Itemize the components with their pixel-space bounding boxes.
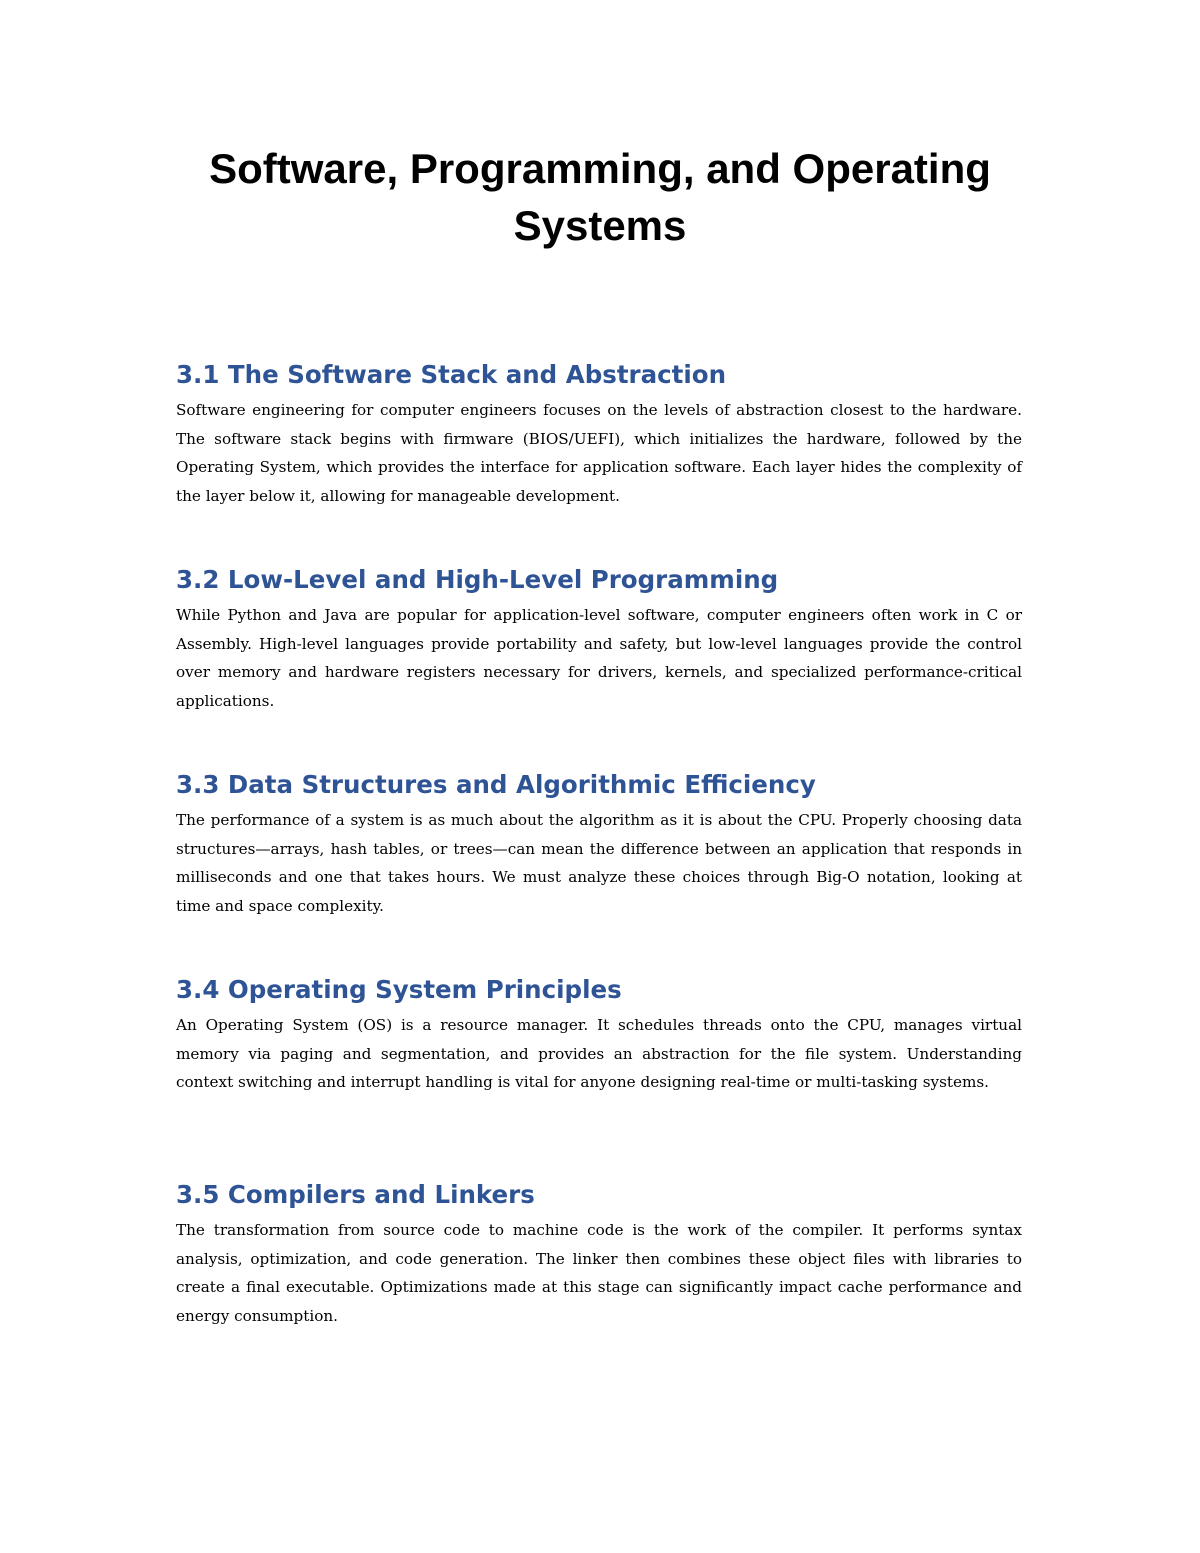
section-paragraph: While Python and Java are popular for application-level software, computer engineers often work in C or Assembly. High-level languages provide portability and safety, but low-level languages provide the control over memory and hardware registers necessary for drivers, kernels, and specialized performance-critical applications. — [176, 606, 1022, 710]
section-data-structures — [176, 770, 1022, 920]
section-paragraph: Software engineering for computer engineers focuses on the levels of abstraction closest to the hardware. The software stack begins with firmware (BIOS/UEFI), which initializes the hardware, followed by the Operating System, which provides the interface for application software. Each layer hides the complexity of the layer below it, allowing for manageable development. — [176, 401, 1022, 505]
section-programming-levels — [176, 565, 1022, 715]
section-heading: 3.3 Data Structures and Algorithmic Efficiency — [176, 770, 816, 799]
section-compilers-linkers — [176, 1180, 1022, 1330]
section-software-stack — [176, 360, 1022, 510]
section-heading: 3.4 Operating System Principles — [176, 975, 622, 1004]
section-heading: 3.5 Compilers and Linkers — [176, 1180, 535, 1209]
section-heading: 3.1 The Software Stack and Abstraction — [176, 360, 727, 389]
section-os-principles — [176, 975, 1022, 1097]
section-paragraph: An Operating System (OS) is a resource manager. It schedules threads onto the CPU, manages virtual memory via paging and segmentation, and provides an abstraction for the file system. Understanding context switching and interrupt handling is vital for anyone designing real-time or multi-tasking systems. — [176, 1016, 1022, 1092]
section-paragraph: The performance of a system is as much about the algorithm as it is about the CPU. Properly choosing data structures—arrays, hash tables, or trees—can mean the difference between an application that responds in milliseconds and one that takes hours. We must analyze these choices through Big-O notation, looking at time and space complexity. — [176, 811, 1022, 915]
section-heading: 3.2 Low-Level and High-Level Programming — [176, 565, 779, 594]
section-paragraph: The transformation from source code to machine code is the work of the compiler. It performs syntax analysis, optimization, and code generation. The linker then combines these object files with libraries to create a final executable. Optimizations made at this stage can significantly impact cache performance and energy consumption. — [176, 1221, 1022, 1325]
document-title: Software, Programming, and Operating Systems — [209, 145, 991, 249]
